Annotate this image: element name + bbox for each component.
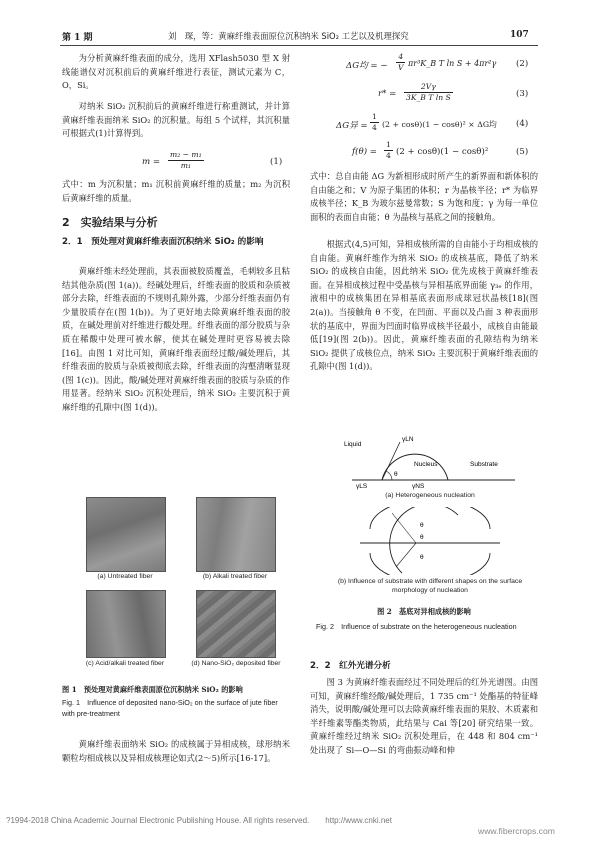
equation-4 bbox=[310, 112, 538, 138]
copyright-footer: ?1994-2018 China Academic Journal Electronic Publishing House. All rights reserved. http://www.cnki.net bbox=[6, 816, 392, 825]
eq5-numerator: 1 bbox=[386, 140, 391, 149]
eq3-lhs: r* = bbox=[378, 89, 397, 99]
convex-substrate bbox=[370, 507, 490, 529]
eq4-denominator: 4 bbox=[372, 123, 377, 132]
sem-image-nano-sio2 bbox=[196, 590, 276, 658]
sem-image-untreated bbox=[86, 497, 166, 572]
fig2a-label: (a) Heterogeneous nucleation bbox=[385, 492, 475, 499]
concave-substrate bbox=[370, 553, 490, 575]
paragraph-ftir: 图 3 为黄麻纤维表面经过不同处理后的红外光谱图。由图可知，黄麻纤维经酸/碱处理后，1 735 cm⁻¹ 处酯基的特征峰消失，说明酸/碱处理可以去除黄麻纤维表面的果胶、木质素和半纤维素等酯类物质，此结果与 Cai 等[20] 研究结果一致。黄麻纤维经过纳米 SiO₂ 沉积处理后，在 448 和 804 cm⁻¹ 处出现了 Si—O—Si 的弯曲振动峰和伸 bbox=[310, 677, 538, 755]
section-2-title: 2 实验结果与分析 bbox=[62, 216, 158, 229]
eq1-numerator: m₂ − m₁ bbox=[170, 150, 202, 159]
section-2-1-title: 2．1 预处理对黄麻纤维表面沉积纳米 SiO₂ 的影响 bbox=[62, 237, 264, 247]
page-number: 107 bbox=[510, 30, 529, 40]
eq2-rest: πr³K_B T ln S + 4πr²γ bbox=[408, 59, 497, 68]
paragraph-symbol-defs: 式中：总自由能 ΔG 为新相形成时所产生的新界面和新体积的自由能之和；V 为原子集团的体积；r 为晶核半径；r* 为临界成核半径；K_B 为玻尔兹曼常数；S 为饱和度；γ 为每一单位面积的表面自由能；θ 为晶核与基底之间的接触角。 bbox=[310, 171, 538, 222]
paragraph-pretreatment: 黄麻纤维未经处理前，其表面被胶质覆盖，毛刺较多且粘结其他杂质(图 1(a))。经碱处理后，纤维表面的胶质和杂质被部分去除，纤维表面的不规则孔隙外露，少部分纤维表面仍有少量胶质存在(图 1(b))。为了更好地去除黄麻纤维表面的胶质，在碱处理前对纤维进行酸处理。纤维表面的部分胶质与杂质在稀酸中处理可被水解，使其在碱处理时更容易被去除[16]。由图 1 对比可知，黄麻纤维表面经过酸/碱处理后，其纤维表面的胶质与杂质被彻底去除，纤维表面的沟壑清晰显现(图 1(c))。因此，酸/碱处理对黄麻纤维表面的胶质与杂质的作用显著。经纳米 SiO₂ 沉积处理后，纳米 SiO₂ 主要沉积于黄麻纤维的孔隙中(图 1(d))。 bbox=[62, 266, 290, 412]
equation-1 bbox=[62, 150, 290, 176]
eq2-fraction bbox=[396, 52, 405, 73]
fig1b-label: (b) Alkali treated fiber bbox=[202, 573, 268, 580]
eq3-numerator: 2Vγ bbox=[404, 82, 453, 93]
eq5-rest: (2 + cosθ)(1 − cosθ)² bbox=[396, 147, 489, 157]
eq2-number: (2) bbox=[516, 59, 529, 69]
paragraph-heterogeneous: 根据式(4,5)可知，异相成核所需的自由能小于均相成核的自由能。黄麻纤维作为纳米 SiO₂ 的成核基底，降低了纳米 SiO₂ 的成核自由能，因此纳米 SiO₂ 优先成核于黄麻纤维表面。在异相成核过程中受晶核与异相基底界面能 γ₃ₑ 的作用，液相中的成核集团在异相基底表面形成球冠状晶核[18](图 2(a))。当接触角 θ 不变，在凹面、平面以及凸面 3 种表面形状的基底中，界面为凹面时临界成核半径最小，成核自由能最低[19](图 2(b))。因此，黄麻纤维表面的孔隙结构为纳米 SiO₂ 提供了成核位点，纳米 SiO₂ 主要沉积于黄麻纤维表面的孔隙中(图 1(d))。 bbox=[310, 239, 538, 372]
eq3-fraction bbox=[404, 82, 453, 103]
nucleus-label: Nucleus bbox=[414, 461, 438, 468]
eq5-lhs: f(θ) = bbox=[352, 147, 377, 157]
theta-label-b3: θ bbox=[420, 554, 424, 561]
nucleus-profile bbox=[390, 507, 458, 573]
eq1-denominator: m₁ bbox=[180, 161, 191, 170]
equation-2 bbox=[310, 52, 538, 78]
eq4-lhs: ΔG异 = bbox=[336, 121, 368, 131]
substrate-label: Substrate bbox=[470, 461, 498, 468]
eq4-fraction bbox=[370, 112, 379, 133]
eq2-numerator: 4 bbox=[396, 52, 405, 63]
fig1d-label: (d) Nano-SiO₂ deposited fiber bbox=[191, 660, 281, 667]
sem-image-alkali bbox=[196, 497, 276, 572]
issue-label: 第 1 期 bbox=[62, 33, 93, 43]
gamma-ln-label: γLN bbox=[402, 436, 414, 443]
header-rule bbox=[60, 45, 538, 46]
eq2-lhs: ΔG均 = − bbox=[346, 61, 388, 71]
running-title: 刘 琛，等：黄麻纤维表面原位沉积纳米 SiO₂ 工艺以及机理探究 bbox=[168, 31, 409, 41]
sem-image-acid-alkali bbox=[86, 590, 166, 658]
section-2-2-title: 2．2 红外光谱分析 bbox=[310, 661, 391, 671]
fig1-caption-zh: 图 1 预处理对黄麻纤维表面原位沉积纳米 SiO₂ 的影响 bbox=[62, 685, 243, 694]
eq3-denominator: 3K_B T ln S bbox=[406, 93, 451, 102]
tangent-line-2 bbox=[396, 543, 416, 567]
eq1-fraction bbox=[168, 150, 204, 171]
tangent-line-1 bbox=[392, 513, 416, 543]
eq3-number: (3) bbox=[516, 89, 529, 99]
fig2-caption-zh: 图 2 基底对异相成核的影响 bbox=[377, 607, 471, 616]
fig2b-diagram bbox=[330, 507, 530, 575]
gamma-ls-label: γLS bbox=[356, 483, 368, 490]
equation-3 bbox=[310, 82, 538, 108]
fig2b-label: (b) Influence of substrate with different shapes on the surface morphology of nucleation bbox=[337, 578, 523, 594]
fig1c-label: (c) Acid/alkali treated fiber bbox=[85, 660, 165, 667]
paragraph-eds: 为分析黄麻纤维表面的成分，选用 XFlash5030 型 X 射线能谱仪对沉积前后的黄麻纤维进行表征，测试元素为 C，O，Si。 bbox=[62, 53, 290, 91]
liquid-label: Liquid bbox=[344, 441, 362, 448]
fig1a-label: (a) Untreated fiber bbox=[97, 573, 153, 580]
watermark: www.fibercrops.com bbox=[478, 826, 555, 836]
eq5-denominator: 4 bbox=[386, 151, 391, 160]
eq5-fraction bbox=[384, 140, 393, 161]
equation-5 bbox=[310, 140, 538, 166]
eq4-number: (4) bbox=[516, 119, 529, 129]
gamma-ns-label: γNS bbox=[412, 483, 425, 490]
paragraph-nucleation-intro: 黄麻纤维表面纳米 SiO₂ 的成核属于异相成核，球形纳米颗粒均相成核以及异相成核理论如式(2～5)所示[16-17]。 bbox=[62, 739, 290, 763]
theta-label-b1: θ bbox=[420, 522, 424, 529]
eq1-number: (1) bbox=[270, 157, 283, 167]
paragraph-weighing: 对纳米 SiO₂ 沉积前后的黄麻纤维进行称重测试，并计算黄麻纤维表面纳米 SiO₂ 的沉积量。每组 5 个试样，其沉积量可根据式(1)计算得到。 bbox=[62, 101, 290, 139]
eq4-rest: (2 + cosθ)(1 − cosθ)² × ΔG均 bbox=[382, 120, 497, 129]
eq5-number: (5) bbox=[516, 147, 529, 157]
fig2a-diagram bbox=[330, 432, 530, 490]
fig2-caption-en: Fig. 2 Influence of substrate on the heterogeneous nucleation bbox=[316, 622, 517, 631]
theta-label-b2: θ bbox=[420, 534, 424, 541]
eq2-denominator: V bbox=[398, 63, 404, 72]
eq4-numerator: 1 bbox=[372, 112, 377, 121]
eq1-lhs: m = bbox=[142, 157, 161, 167]
theta-label-a: θ bbox=[394, 471, 398, 478]
paragraph-mass-def: 式中：m 为沉积量；m₁ 沉积前黄麻纤维的质量；m₂ 为沉积后黄麻纤维的质量。 bbox=[62, 179, 290, 203]
theta-arc bbox=[386, 471, 392, 480]
fig1-caption-en: Fig. 1 Influence of deposited nano-SiO₂ on the surface of jute fiber with pre-treatment bbox=[62, 698, 278, 718]
